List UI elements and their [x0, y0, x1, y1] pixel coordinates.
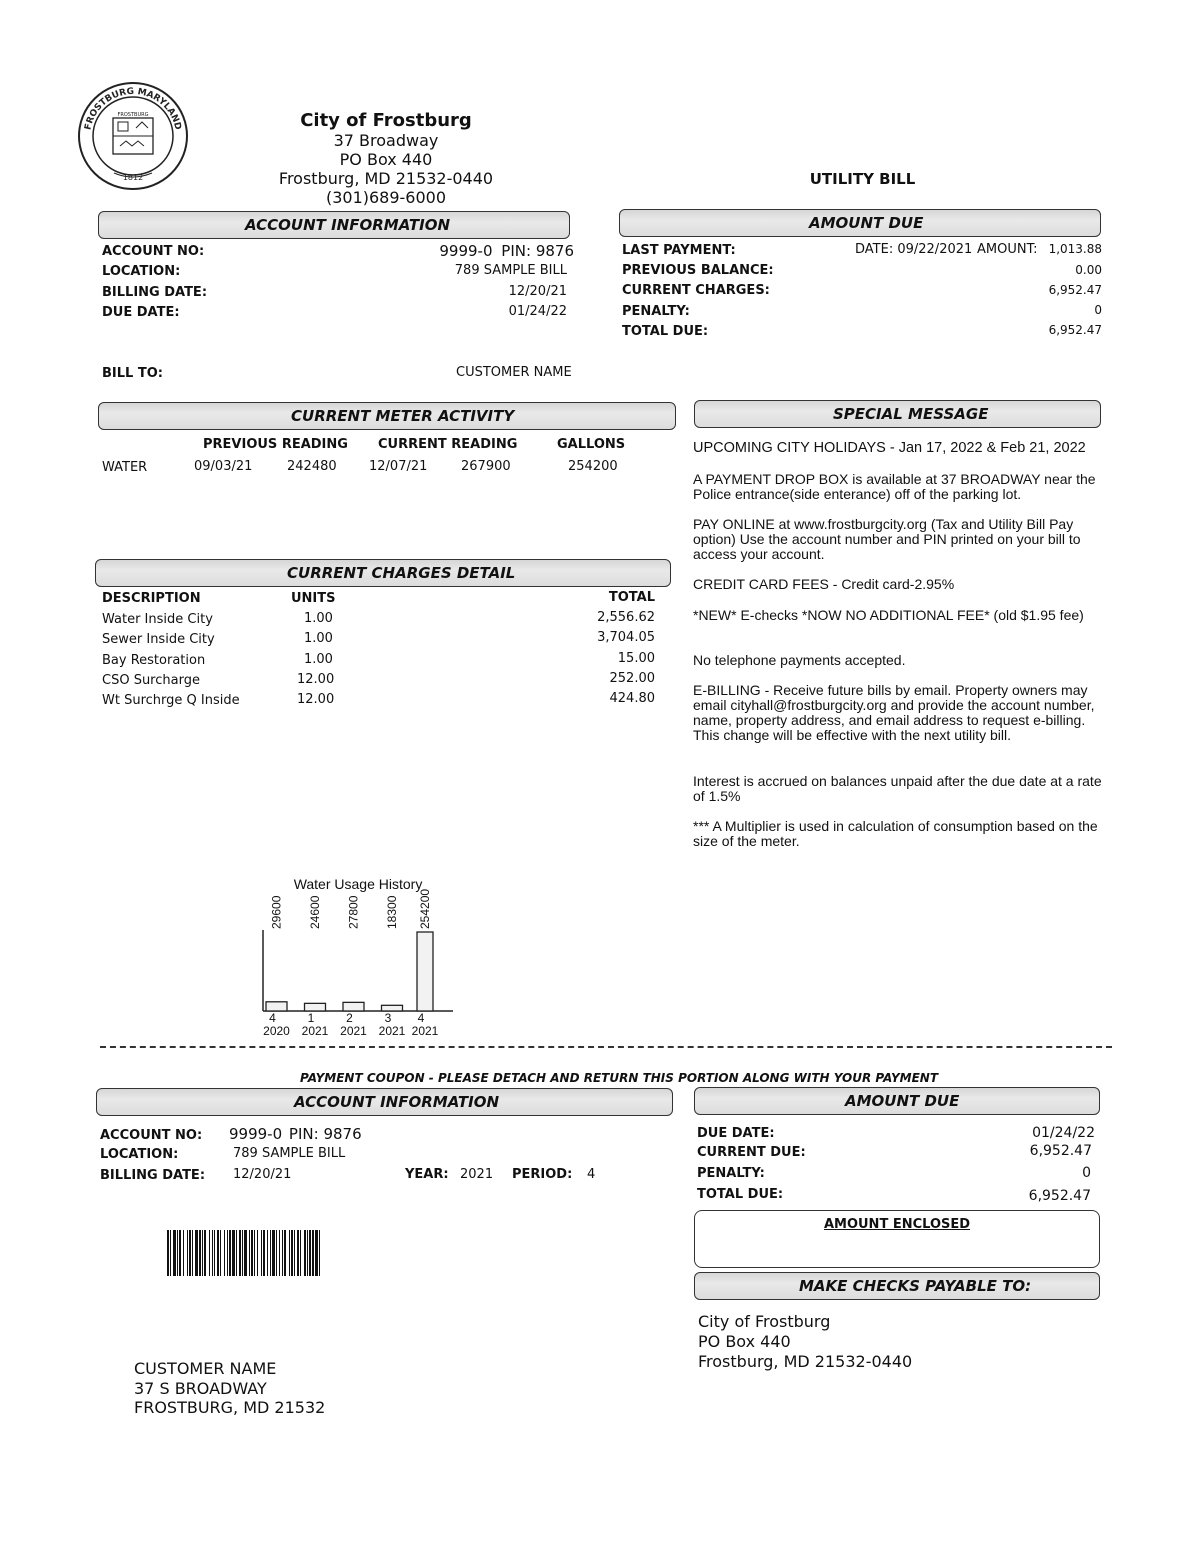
city-address-1: 37 Broadway — [333, 131, 439, 150]
coupon-penalty-value: 0 — [1082, 1165, 1091, 1181]
barcode-bar — [170, 1230, 171, 1276]
coupon-account-no: 9999-0 — [229, 1125, 283, 1143]
usage-bar-3 — [343, 1002, 364, 1011]
last-payment-date-label: DATE: — [855, 242, 894, 257]
barcode-bar — [229, 1230, 231, 1276]
usage-bar-1 — [266, 1002, 287, 1011]
message-drop-box: A PAYMENT DROP BOX is available at 37 BROADWAY near the Police entrance(side enterance) off of the parking lot. — [693, 471, 1096, 502]
coupon-current-due-label: CURRENT DUE: — [697, 1145, 806, 1160]
barcode-bar — [220, 1230, 221, 1276]
billing-date-label: BILLING DATE: — [102, 285, 208, 300]
usage-year-label-2: 2021 — [301, 1024, 329, 1038]
message-interest: Interest is accrued on balances unpaid after the due date at a rate of 1.5% — [693, 773, 1102, 804]
account-info-header — [98, 211, 570, 239]
chart-title: Water Usage History — [293, 876, 423, 892]
previous-reading-header: PREVIOUS READING — [203, 437, 348, 452]
previous-balance-value: 0.00 — [1075, 263, 1102, 277]
account-no-value — [400, 242, 574, 260]
barcode-bar — [249, 1230, 250, 1276]
gallons-value: 254200 — [568, 459, 618, 474]
barcode-bar — [297, 1230, 299, 1276]
coupon-amount-due-title: AMOUNT DUE — [845, 1092, 960, 1110]
barcode-bar — [263, 1230, 265, 1276]
meter-activity-title: CURRENT METER ACTIVITY — [291, 407, 515, 425]
description-column-header: DESCRIPTION — [102, 591, 201, 606]
usage-year-label-1: 2020 — [263, 1024, 290, 1038]
coupon-account-no-label: ACCOUNT NO: — [100, 1128, 203, 1143]
usage-value-label-4: 18300 — [385, 895, 399, 929]
mailing-city: FROSTBURG, MD 21532 — [134, 1398, 326, 1417]
account-info-title: ACCOUNT INFORMATION — [245, 216, 451, 234]
current-reading-header: CURRENT READING — [378, 437, 518, 452]
water-usage-chart — [250, 872, 460, 1042]
charge-row-5-description: Wt Surchrge Q Inside — [102, 693, 240, 708]
barcode-bar — [214, 1230, 215, 1276]
barcode-bar — [244, 1230, 247, 1276]
charge-row-2-units: 1.00 — [304, 631, 333, 646]
bill-to-label: BILL TO: — [102, 366, 163, 381]
city-phone: (301)689-6000 — [325, 188, 447, 207]
usage-year-label-3: 2021 — [340, 1024, 367, 1038]
charges-detail-title: CURRENT CHARGES DETAIL — [287, 564, 516, 582]
barcode-bar — [236, 1230, 237, 1276]
coupon-billing-date-label: BILLING DATE: — [100, 1168, 206, 1183]
barcode-bar — [261, 1230, 262, 1276]
charge-row-4-units: 12.00 — [297, 672, 335, 687]
barcode-bar — [254, 1230, 255, 1276]
charge-row-5-total: 424.80 — [609, 691, 655, 706]
document-title: UTILITY BILL — [809, 170, 916, 188]
coupon-billing-date-value: 12/20/21 — [233, 1167, 292, 1182]
coupon-pin-label: PIN: — [288, 1125, 319, 1143]
barcode-bar — [183, 1230, 184, 1276]
barcode-bar — [192, 1230, 193, 1276]
barcode-bar — [307, 1230, 308, 1276]
usage-value-label-5: 254200 — [418, 888, 432, 929]
barcode-bar — [239, 1230, 241, 1276]
usage-period-label-1: 4 — [269, 1011, 276, 1025]
barcode-bar — [167, 1230, 169, 1276]
barcode-bar — [173, 1230, 176, 1276]
barcode — [167, 1230, 423, 1276]
last-payment-label: LAST PAYMENT: — [622, 243, 736, 258]
usage-year-label-4: 2021 — [378, 1024, 406, 1038]
barcode-bar — [272, 1230, 275, 1276]
current-reading-date: 12/07/21 — [369, 459, 428, 474]
barcode-bar — [279, 1230, 280, 1276]
barcode-bar — [257, 1230, 258, 1276]
coupon-year-value: 2021 — [460, 1167, 494, 1182]
previous-reading-value: 242480 — [287, 459, 337, 474]
penalty-label: PENALTY: — [622, 304, 690, 319]
account-no: 9999-0 — [439, 242, 493, 260]
account-no-label: ACCOUNT NO: — [102, 244, 205, 259]
barcode-bar — [315, 1230, 318, 1276]
coupon-penalty-label: PENALTY: — [697, 1166, 765, 1181]
pin-label: PIN: — [501, 242, 532, 260]
message-holidays: UPCOMING CITY HOLIDAYS - Jan 17, 2022 & Feb 21, 2022 — [693, 440, 1086, 456]
charge-row-1-units: 1.00 — [304, 611, 333, 626]
payee-line-1: City of Frostburg — [698, 1312, 831, 1331]
barcode-bar — [294, 1230, 295, 1276]
charge-row-2-total: 3,704.05 — [597, 630, 655, 645]
message-e-billing: E-BILLING - Receive future bills by email. Property owners may email cityhall@frostburgcity.org and provide the account number, name, property address, and email address to request e-billing. This change will be effective with the next utility bill. — [693, 682, 1095, 743]
make-checks-payable-title: MAKE CHECKS PAYABLE TO: — [799, 1277, 1032, 1295]
charge-row-2-description: Sewer Inside City — [102, 632, 215, 647]
location-value: 789 SAMPLE BILL — [454, 263, 567, 278]
usage-bar-2 — [305, 1003, 326, 1011]
barcode-bar — [282, 1230, 283, 1276]
coupon-account-title: ACCOUNT INFORMATION — [294, 1093, 500, 1111]
meter-service: WATER — [102, 460, 148, 475]
barcode-bar — [276, 1230, 277, 1276]
barcode-bar — [251, 1230, 253, 1276]
amount-due-title: AMOUNT DUE — [809, 214, 924, 232]
charge-row-1-description: Water Inside City — [102, 612, 213, 627]
charge-row-3-total: 15.00 — [617, 651, 655, 666]
barcode-bar — [291, 1230, 293, 1276]
barcode-bar — [232, 1230, 235, 1276]
usage-value-label-1: 29600 — [269, 895, 284, 929]
barcode-bar — [284, 1230, 286, 1276]
message-pay-online: PAY ONLINE at www.frostburgcity.org (Tax and Utility Bill Pay option) Use the account number and PIN printed on your bill to access your account. — [693, 516, 1081, 562]
barcode-bar — [300, 1230, 301, 1276]
amount-enclosed-box[interactable] — [694, 1210, 1100, 1268]
payee-line-2: PO Box 440 — [698, 1332, 791, 1351]
due-date-value: 01/24/22 — [508, 304, 567, 319]
message-multiplier: *** A Multiplier is used in calculation of consumption based on the size of the meter. — [693, 818, 1098, 849]
coupon-due-date-label: DUE DATE: — [697, 1126, 775, 1141]
svg-text:FROSTBURG MARYLAND — [83, 87, 182, 131]
coupon-account-header — [96, 1088, 673, 1116]
mailing-name: CUSTOMER NAME — [134, 1359, 277, 1378]
charges-detail-header — [95, 559, 671, 587]
barcode-bar — [267, 1230, 268, 1276]
barcode-bar — [227, 1230, 228, 1276]
charge-row-1-total: 2,556.62 — [597, 610, 655, 625]
total-column-header: TOTAL — [608, 590, 655, 605]
charge-row-5-units: 12.00 — [297, 692, 335, 707]
city-name: City of Frostburg — [300, 110, 472, 131]
current-charges-label: CURRENT CHARGES: — [622, 283, 770, 298]
barcode-bar — [312, 1230, 314, 1276]
barcode-bar — [189, 1230, 191, 1276]
gallons-header: GALLONS — [557, 437, 626, 452]
barcode-bar — [209, 1230, 210, 1276]
total-due-label: TOTAL DUE: — [622, 324, 709, 339]
barcode-bar — [202, 1230, 203, 1276]
coupon-location-value: 789 SAMPLE BILL — [233, 1146, 346, 1161]
barcode-bar — [309, 1230, 311, 1276]
barcode-bar — [179, 1230, 181, 1276]
coupon-location-label: LOCATION: — [100, 1147, 179, 1162]
last-payment-amount-label: AMOUNT: — [977, 242, 1038, 257]
barcode-bar — [304, 1230, 306, 1276]
billing-date-value: 12/20/21 — [508, 284, 567, 299]
coupon-current-due-value: 6,952.47 — [1029, 1143, 1092, 1159]
city-address-2: PO Box 440 — [339, 150, 433, 169]
usage-year-label-5: 2021 — [411, 1024, 439, 1038]
coupon-total-due-value: 6,952.47 — [1028, 1188, 1091, 1204]
last-payment-amount: 1,013.88 — [1048, 242, 1102, 256]
coupon-due-date-value: 01/24/22 — [1032, 1125, 1095, 1141]
current-charges-value: 6,952.47 — [1048, 283, 1102, 297]
barcode-bar — [187, 1230, 188, 1276]
seal-inner-text: FROSTBURG — [117, 112, 149, 118]
barcode-bar — [217, 1230, 219, 1276]
amount-enclosed-label: AMOUNT ENCLOSED — [823, 1217, 971, 1232]
barcode-bar — [204, 1230, 206, 1276]
penalty-value: 0 — [1094, 303, 1102, 317]
total-due-value: 6,952.47 — [1048, 323, 1102, 337]
previous-balance-label: PREVIOUS BALANCE: — [622, 263, 774, 278]
coupon-total-due-label: TOTAL DUE: — [697, 1187, 784, 1202]
usage-period-label-2: 1 — [307, 1011, 315, 1025]
usage-value-label-2: 24600 — [308, 895, 322, 929]
seal-arc-text: FROSTBURG MARYLAND — [83, 86, 183, 131]
barcode-bar — [212, 1230, 213, 1276]
city-address-3: Frostburg, MD 21532-0440 — [278, 169, 494, 188]
last-payment-date: 09/22/2021 — [897, 242, 973, 257]
usage-period-label-5: 4 — [417, 1011, 425, 1025]
message-e-checks: *NEW* E-checks *NOW NO ADDITIONAL FEE* (old $1.95 fee) — [693, 607, 1084, 623]
usage-period-label-4: 3 — [384, 1011, 392, 1025]
special-message-header — [694, 400, 1101, 428]
charge-row-4-description: CSO Surcharge — [102, 673, 200, 688]
coupon-account-no-value — [229, 1125, 362, 1143]
last-payment-details — [855, 242, 972, 257]
usage-value-label-3: 27800 — [346, 895, 361, 929]
coupon-heading: PAYMENT COUPON - PLEASE DETACH AND RETURN THIS PORTION ALONG WITH YOUR PAYMENT — [300, 1071, 939, 1085]
pin-value: 9876 — [535, 242, 574, 260]
coupon-pin-value: 9876 — [323, 1125, 362, 1143]
barcode-bar — [224, 1230, 225, 1276]
charge-row-3-units: 1.00 — [304, 652, 333, 667]
barcode-bar — [319, 1230, 320, 1276]
detach-line — [100, 1046, 1112, 1048]
charge-row-3-description: Bay Restoration — [102, 653, 206, 668]
usage-period-label-3: 2 — [346, 1011, 353, 1025]
amount-due-header — [619, 209, 1101, 237]
charge-row-4-total: 252.00 — [609, 671, 655, 686]
coupon-period-value: 4 — [587, 1167, 596, 1182]
bill-to-value: CUSTOMER NAME — [456, 365, 572, 380]
special-message-title: SPECIAL MESSAGE — [833, 405, 989, 423]
usage-bar-5 — [417, 932, 433, 1011]
make-checks-payable-header — [694, 1272, 1100, 1300]
barcode-bar — [289, 1230, 290, 1276]
barcode-bar — [177, 1230, 178, 1276]
location-label: LOCATION: — [102, 264, 181, 279]
mailing-street: 37 S BROADWAY — [134, 1379, 267, 1398]
water-usage-chart-svg — [250, 872, 460, 1042]
barcode-bar — [199, 1230, 201, 1276]
meter-activity-header — [98, 402, 676, 430]
payee-line-3: Frostburg, MD 21532-0440 — [698, 1352, 913, 1371]
due-date-label: DUE DATE: — [102, 305, 180, 320]
previous-reading-date: 09/03/21 — [194, 459, 253, 474]
message-credit-card-fees: CREDIT CARD FEES - Credit card-2.95% — [693, 576, 955, 592]
message-no-telephone: No telephone payments accepted. — [693, 652, 906, 668]
coupon-period-label: PERIOD: — [512, 1167, 573, 1182]
seal-year: 1812 — [122, 173, 144, 182]
city-seal — [76, 80, 190, 192]
barcode-bar — [242, 1230, 243, 1276]
coupon-year-label: YEAR: — [405, 1167, 449, 1182]
barcode-bar — [195, 1230, 198, 1276]
current-reading-value: 267900 — [461, 459, 511, 474]
barcode-bar — [270, 1230, 271, 1276]
units-column-header: UNITS — [291, 591, 336, 606]
coupon-amount-due-header — [694, 1087, 1100, 1115]
